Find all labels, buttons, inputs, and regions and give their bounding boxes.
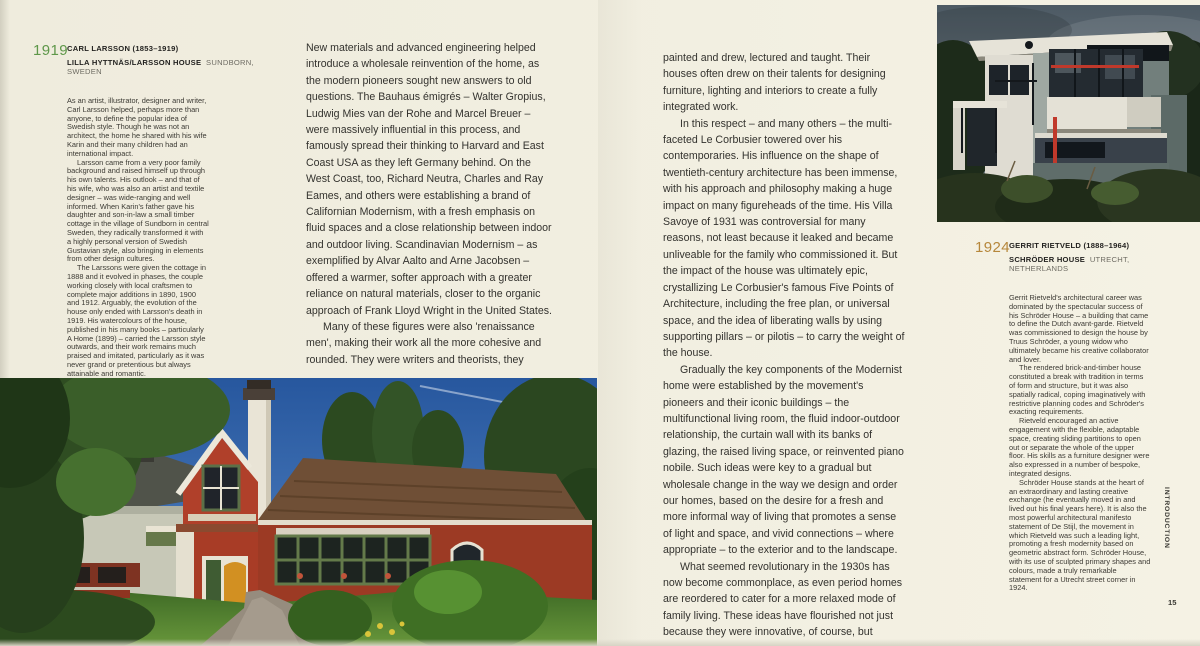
larsson-house-photo <box>0 378 597 646</box>
body-paragraph: painted and drew, lectured and taught. Their houses often drew on their talents for designing furniture, lighting and interiors to create a fully integrated work. <box>663 52 886 114</box>
running-head-vertical: INTRODUCTION <box>1163 487 1170 549</box>
entry-paragraph: Larsson came from a very poor family background and raised himself up through his own talents. His outlook – and that of his wife, who was also an artist and textile designer – was wide-ranging and well informed. When Karin's father gave his daughter and son-in-law a small timber cottage in the village of Sundborn in central Sweden, they radically transformed it with a highly personal version of Swedish Gustavian style, also bringing in elements from other design cultures. <box>67 157 209 264</box>
entry-paragraph: As an artist, illustrator, designer and writer, Carl Larsson helped, perhaps more than anyone, to define the popular idea of Swedish style. Though he was not an architect, the home he shared with his wife Karin and their many children had an international impact. <box>67 96 207 158</box>
entry-heading <box>1009 241 1160 273</box>
body-paragraph: Many of these figures were also 'renaissance men', making their work all the more cohesive and rounded. They were writers and theorists, they <box>306 320 542 366</box>
introduction-column-left <box>306 40 553 368</box>
spine-gutter <box>598 0 642 646</box>
house-location: SUNDBORN, SWEDEN <box>67 58 254 76</box>
entry-year: 1919 <box>33 42 68 59</box>
entry-rietveld <box>975 241 1160 593</box>
entry-paragraph: Gerrit Rietveld's architectural career was dominated by the spectacular success of his Schröder House – a building that came to define the Dutch avant-garde. Rietveld was commissioned to design the house by Truus Schröder, a young widow who ultimately became his creative collaborator and lover. <box>1009 293 1149 364</box>
entry-paragraph: Schröder House stands at the heart of an extraordinary and lasting creative exchange (he eventually moved in and lived out his final years here). It is also the most powerful architectural manifesto statement of De Stijl, the movement in which Rietveld was such a leading light, promoting a fresh modernity based on geometric abstract form. Schröder House, with its use of sculpted primary shapes and colours, made a truly remarkable statement for a Utrecht street corner in 1924. <box>1009 477 1151 593</box>
page-number: 15 <box>1168 598 1177 607</box>
entry-paragraph: Rietveld encouraged an active engagement with the flexible, adaptable space, creating sliding partitions to open out or separate the whole of the upper floor. His skills as a furniture designer were also expressed in a number of bespoke, integrated designs. <box>1009 416 1150 478</box>
schroder-house-photo <box>937 5 1200 222</box>
house-name-line <box>67 58 263 76</box>
architect-name: GERRIT RIETVELD (1888–1964) <box>1009 241 1130 250</box>
page-edge-bottom <box>0 639 1200 646</box>
body-paragraph: What seemed revolutionary in the 1930s has now become commonplace, as even period homes are reordered to cater for a more relaxed mode of family living. These ideas have flourished not just because they were innovative, of course, but <box>663 560 903 639</box>
introduction-column-right <box>663 50 906 641</box>
house-name: SCHRÖDER HOUSE <box>1009 255 1086 264</box>
entry-text <box>67 97 209 379</box>
house-name-line <box>1009 255 1160 273</box>
architect-name: CARL LARSSON (1853–1919) <box>67 44 179 53</box>
entry-year: 1924 <box>975 239 1010 256</box>
body-paragraph: Gradually the key components of the Modernist home were established by the movement's pioneers and their iconic buildings – the multifunctional living room, the fluid indoor-outdoor relationship, the curtain wall with its banks of glazing, the raised living space, or reinvented piano nobile. Such ideas were key to a gradual but wholesale change in the way we design and order our homes, based on the desire for a fresh and more informal way of living that promotes a sense of light and space, and vivid connections – where appropriate – to the exterior and to the landscape. <box>663 363 904 557</box>
body-paragraph: New materials and advanced engineering helped introduce a wholesale reinvention of the home, as the modern pioneers sought new answers to old questions. The Bauhaus émigrés – Walter Gropius, Ludwig Mies van der Rohe and Marcel Breuer – were massively influential in this process, and famously spread their thinking to Harvard and East Coast USA as they left Germany behind. On the West Coast, too, Richard Neutra, Charles and Ray Eames, and others were establishing a brand of Californian Modernism, with a fresh emphasis on fluid spaces and a close relationship between indoor and outdoor living. Scandinavian Modernism – as exemplified by Alvar Aalto and Arne Jacobsen – offered a warmer, softer approach with a greater reliance on natural materials, closer to the organic approach of Frank Lloyd Wright in the United States. <box>306 42 552 317</box>
house-name: LILLA HYTTNÄS/LARSSON HOUSE <box>67 58 202 67</box>
entry-paragraph: The Larssons were given the cottage in 1888 and it evolved in phases, the couple working closely with local craftsmen to complete major additions in 1890, 1900 and 1912. Arguably, the evolution of the house only ended with Larsson's death in 1919. His watercolours of the house, published in his many books – particularly A Home (1899) – carried the Larsson style outwards, and their work remains much praised and imitated, particularly as it was never grand or pretentious but always attainable and romantic. <box>67 263 207 378</box>
entry-paragraph: The rendered brick-and-timber house constituted a break with tradition in terms of form and structure, but it was also spatially radical, coping imaginatively with restrictive planning codes and Schröder's exacting requirements. <box>1009 363 1146 417</box>
entry-text <box>1009 294 1151 593</box>
entry-larsson <box>33 44 263 379</box>
entry-heading <box>67 44 263 76</box>
house-location: UTRECHT, NETHERLANDS <box>1009 255 1130 273</box>
body-paragraph: In this respect – and many others – the multi-faceted Le Corbusier towered over his contemporaries. His influence on the shape of twentieth-century architecture has been immense, with his approach and philosophy making a huge impact on many figureheads of the time. His Villa Savoye of 1931 was controversial for many reasons, not least because it leaked and became unliveable for the family who commissioned it. But the impact of the house was ultimately epic, crystallizing Le Corbusier's famous Five Points of Architecture, including the free plan, or universal space, and the idea of liberating walls by using supporting pillars – or pilotis – to carry the weight of the house. <box>663 117 905 360</box>
